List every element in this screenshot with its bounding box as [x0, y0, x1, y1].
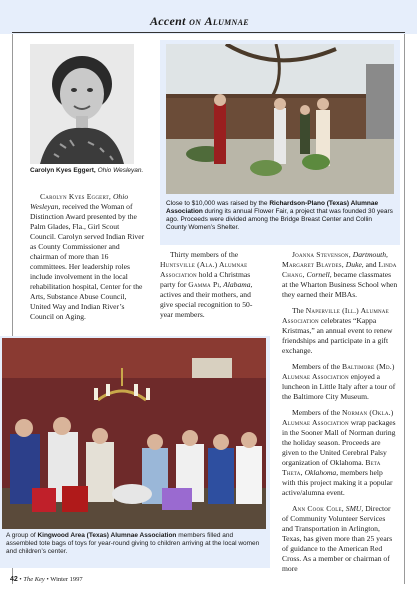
text: Members of the	[292, 408, 342, 417]
text: Alabama,	[221, 280, 253, 289]
text: celebrates “Kappa Kristmas,” an annual event to renew friendships and participate in a gift exchange.	[282, 316, 393, 355]
baltimore-paragraph	[282, 362, 398, 402]
text: Norman (Okla.) Alumnae Association	[282, 408, 394, 427]
kingwood-caption	[6, 532, 261, 556]
text: SMU,	[343, 504, 364, 513]
right-rule	[404, 34, 405, 584]
flower-fair-illustration	[166, 44, 394, 194]
flower-fair-photo-panel	[160, 40, 400, 245]
portrait-caption-school: Ohio Wesleyan.	[97, 167, 144, 174]
title-word-alumnae: Alumnae	[204, 14, 249, 28]
flower-fair-photo	[166, 44, 394, 194]
flower-fair-caption-text-end: during its annual Flower Fair, a project that was founded 30 years ago. Proceeds were divided among the Bridge Breast Center and Collin County Women’s Shelter.	[166, 208, 393, 231]
text: hold a Christmas party for	[160, 270, 251, 289]
text: Director of Community Volunteer Services and Transportation in Arlington, Texas, has given more than 25 years of guidance to the American Red Cross. As a member or chairman of more	[282, 504, 393, 573]
footer-bullet: •	[19, 576, 22, 583]
column-2	[160, 250, 264, 326]
text: The	[292, 306, 306, 315]
text: Linda Chang,	[282, 260, 397, 279]
text: Thirty members of the	[170, 250, 239, 259]
eggert-paragraph	[30, 192, 145, 322]
text: Duke,	[343, 260, 364, 269]
text: members help with this project making it a popular active/alumna event.	[282, 468, 393, 497]
text: Oklahoma,	[302, 468, 339, 477]
kingwood-caption-org: Kingwood Area (Texas) Alumnae Association	[37, 532, 177, 539]
flower-fair-caption-org: Richardson-Plano (Texas) Alumnae Association	[166, 200, 379, 215]
eggert-text: received the Woman of Distinction Award presented by the Palm Glades, Fla., Girl Scout Council. Carolyn served Indian River as County Commissioner and chairman of more than 16 committees. Her leadership roles include involvement in the local rehabilitation hospital, Center for the Arts, Substance Abuse Council, United Way and Indian River’s Council on Aging.	[30, 202, 145, 321]
issue-date: Winter 1997	[50, 576, 83, 583]
naperville-paragraph	[282, 306, 398, 356]
text: Members of the	[292, 362, 342, 371]
portrait-illustration	[30, 44, 134, 164]
wharton-paragraph	[282, 250, 398, 300]
header-rule	[12, 32, 405, 33]
text: and	[363, 260, 379, 269]
kingwood-illustration	[2, 338, 266, 529]
text: enjoyed a luncheon in Little Italy after a tour of the Baltimore City Museum.	[282, 372, 396, 401]
text: became classmates at the Wharton Business School when they earned their MBAs.	[282, 270, 398, 299]
portrait-photo	[30, 44, 134, 164]
footer-bullet: •	[46, 576, 49, 583]
text: Baltimore (Md.) Alumnae Association	[282, 362, 395, 381]
text: Naperville (Ill.) Alumnae Association	[282, 306, 389, 325]
title-word-accent: Accent	[150, 14, 186, 28]
kingwood-photo-panel	[0, 336, 270, 568]
text: Margaret Blaydes,	[282, 260, 344, 269]
text: actives and their mothers, and give special recognition to 50-year members.	[160, 290, 253, 319]
page-number: 42	[10, 576, 18, 583]
column-3	[282, 250, 398, 580]
portrait-caption	[30, 167, 160, 175]
text: Beta Theta,	[282, 458, 381, 477]
section-header	[0, 0, 417, 34]
text: Cornell,	[304, 270, 332, 279]
text: wrap packages in the Sooner Mall of Norman during the holiday season. Proceeds are given to the United Cerebral Palsy organization of Oklahoma.	[282, 418, 396, 467]
huntsville-association: Huntsville (Ala.) Alumnae Association	[160, 260, 248, 279]
text: Ann Cook Cole,	[292, 504, 344, 513]
text: members filled and assembled tote bags of toys for year-round giving to children arriving at the local women and children’s center.	[6, 532, 260, 555]
flower-fair-caption	[166, 200, 394, 232]
portrait-caption-name: Carolyn Kyes Eggert,	[30, 167, 96, 174]
magazine-name: The Key	[23, 576, 45, 583]
section-title	[150, 14, 249, 29]
norman-paragraph	[282, 408, 398, 498]
flower-fair-caption-text: Close to $10,000 was raised by the	[166, 200, 270, 207]
cole-paragraph	[282, 504, 398, 574]
kingwood-photo	[2, 338, 266, 529]
column-1	[30, 192, 145, 328]
eggert-name: Carolyn Kyes Eggert,	[40, 192, 112, 201]
gamma-pi: Gamma Pi,	[188, 280, 222, 289]
text: Dartmouth,	[350, 250, 388, 259]
eggert-school: Ohio Wesleyan,	[30, 192, 129, 211]
text: Joanna Stevenson,	[292, 250, 351, 259]
title-word-on: on	[189, 14, 202, 28]
page-footer	[10, 576, 83, 583]
huntsville-paragraph	[160, 250, 264, 320]
text: A group of	[6, 532, 38, 539]
